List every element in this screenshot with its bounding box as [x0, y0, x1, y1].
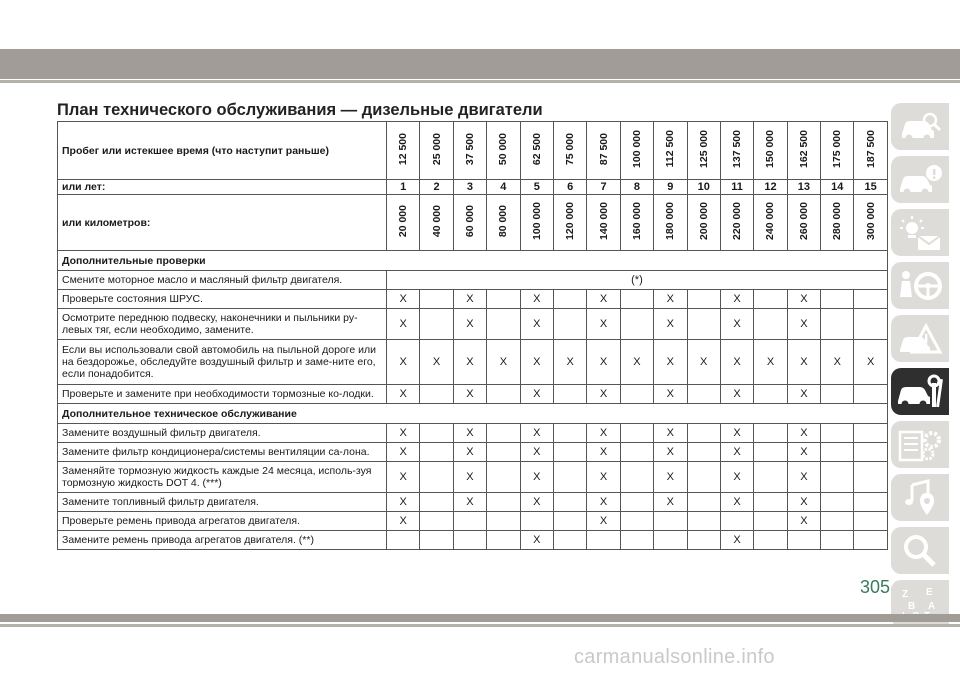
interval-mark: X [620, 340, 653, 385]
interval-mark: X [553, 340, 586, 385]
header-value: 37 500 [463, 132, 476, 166]
interval-mark [553, 512, 586, 531]
interval-mark [553, 385, 586, 404]
header-cell [687, 122, 720, 180]
row-label: или лет: [58, 180, 387, 195]
interval-mark [821, 512, 854, 531]
header-cell: 7 [587, 180, 620, 195]
header-cell: 12 [754, 180, 787, 195]
interval-mark [687, 424, 720, 443]
interval-mark [420, 443, 453, 462]
years-header-row [58, 180, 888, 195]
interval-mark [854, 512, 887, 531]
interval-mark: X [453, 385, 486, 404]
interval-mark [487, 290, 520, 309]
header-value: 60 000 [463, 204, 476, 238]
task-label: Замените воздушный фильтр двигателя. [58, 424, 387, 443]
header-cell [754, 122, 787, 180]
specs-gears-icon [896, 426, 944, 464]
interval-mark: X [787, 309, 820, 340]
svg-text:A: A [928, 600, 936, 612]
header-value: 87 500 [597, 132, 610, 166]
header-cell: 3 [453, 180, 486, 195]
interval-mark [420, 290, 453, 309]
sidebar-tab-specifications[interactable] [891, 421, 949, 468]
interval-mark [420, 309, 453, 340]
interval-mark [553, 531, 586, 550]
interval-mark: X [587, 512, 620, 531]
header-value: 120 000 [564, 202, 577, 240]
header-value: 80 000 [497, 204, 510, 238]
interval-mark: X [453, 290, 486, 309]
header-cell [420, 195, 453, 251]
interval-mark: X [754, 340, 787, 385]
interval-mark [754, 493, 787, 512]
header-cell [720, 122, 753, 180]
header-cell [687, 195, 720, 251]
section-header-row [58, 251, 888, 271]
interval-mark: X [520, 340, 553, 385]
header-value: 160 000 [630, 202, 643, 240]
interval-mark [821, 309, 854, 340]
header-value: 200 000 [697, 202, 710, 240]
interval-mark: X [587, 443, 620, 462]
interval-mark [754, 531, 787, 550]
header-cell: 5 [520, 180, 553, 195]
header-cell [453, 122, 486, 180]
header-value: 180 000 [664, 202, 677, 240]
interval-mark [620, 512, 653, 531]
table-row [58, 309, 888, 340]
interval-mark [787, 531, 820, 550]
interval-mark: X [787, 340, 820, 385]
interval-mark [620, 443, 653, 462]
header-cell: 11 [720, 180, 753, 195]
interval-mark: X [787, 443, 820, 462]
header-value: 40 000 [430, 204, 443, 238]
mileage-header-row [58, 122, 888, 180]
interval-mark [520, 512, 553, 531]
interval-mark: X [520, 531, 553, 550]
km-header-row [58, 195, 888, 251]
table-row [58, 493, 888, 512]
interval-mark [720, 512, 753, 531]
page-title: План технического обслуживания — дизельные двигатели [57, 101, 543, 119]
top-decor-line [0, 80, 960, 83]
bottom-decor-band [0, 614, 960, 622]
table-row [58, 531, 888, 550]
interval-mark: X [387, 309, 420, 340]
sidebar-tab-search[interactable] [891, 527, 949, 574]
header-cell [553, 122, 586, 180]
header-cell: 6 [553, 180, 586, 195]
interval-mark: X [520, 424, 553, 443]
interval-mark [420, 385, 453, 404]
interval-mark [487, 512, 520, 531]
table-row [58, 271, 888, 290]
interval-mark [620, 531, 653, 550]
interval-mark: X [587, 340, 620, 385]
interval-mark: X [654, 462, 687, 493]
interval-mark [687, 512, 720, 531]
interval-mark: X [720, 309, 753, 340]
interval-mark: X [587, 385, 620, 404]
interval-mark [754, 309, 787, 340]
interval-mark: X [520, 290, 553, 309]
header-cell [620, 122, 653, 180]
interval-mark [821, 443, 854, 462]
maintenance-table [57, 121, 888, 550]
header-cell: 15 [854, 180, 887, 195]
interval-mark [553, 462, 586, 493]
interval-mark: X [654, 493, 687, 512]
sidebar-tab-multimedia[interactable] [891, 474, 949, 521]
header-cell [654, 195, 687, 251]
interval-mark [687, 462, 720, 493]
interval-mark [553, 309, 586, 340]
interval-mark: X [587, 493, 620, 512]
header-cell: 9 [654, 180, 687, 195]
interval-mark: X [520, 309, 553, 340]
interval-mark [387, 531, 420, 550]
interval-mark: X [720, 462, 753, 493]
header-value: 137 500 [731, 130, 744, 168]
interval-mark [487, 493, 520, 512]
interval-mark [420, 424, 453, 443]
interval-mark: X [787, 493, 820, 512]
header-value: 125 000 [697, 130, 710, 168]
interval-mark: X [453, 340, 486, 385]
header-value: 175 000 [831, 130, 844, 168]
top-decor-band [0, 49, 960, 79]
interval-mark [754, 290, 787, 309]
interval-mark [821, 424, 854, 443]
task-label: Замените топливный фильтр двигателя. [58, 493, 387, 512]
table-row [58, 385, 888, 404]
header-cell [387, 122, 420, 180]
row-label: или километров: [58, 195, 387, 251]
sidebar-tab-safety[interactable] [891, 262, 949, 309]
header-value: 140 000 [597, 202, 610, 240]
header-cell [854, 195, 887, 251]
header-value: 240 000 [764, 202, 777, 240]
interval-mark [754, 443, 787, 462]
interval-mark [821, 493, 854, 512]
task-label: Проверьте ремень привода агрегатов двигателя. [58, 512, 387, 531]
header-value: 75 000 [564, 132, 577, 166]
car-info-icon [896, 161, 944, 199]
interval-mark: X [787, 462, 820, 493]
header-cell: 1 [387, 180, 420, 195]
interval-note: (*) [387, 271, 888, 290]
interval-mark [620, 290, 653, 309]
interval-mark [420, 493, 453, 512]
header-value: 150 000 [764, 130, 777, 168]
header-cell [754, 195, 787, 251]
header-cell [787, 122, 820, 180]
header-value: 50 000 [497, 132, 510, 166]
interval-mark: X [520, 385, 553, 404]
car-wrench-icon [896, 373, 944, 411]
header-cell: 13 [787, 180, 820, 195]
interval-mark [587, 531, 620, 550]
interval-mark [687, 385, 720, 404]
header-cell [587, 195, 620, 251]
interval-mark: X [387, 512, 420, 531]
header-value: 100 000 [630, 130, 643, 168]
svg-text:E: E [926, 586, 933, 598]
interval-mark: X [787, 385, 820, 404]
sidebar-tab-car-check[interactable] [891, 103, 949, 150]
interval-mark [687, 309, 720, 340]
table-row [58, 290, 888, 309]
section-header-row [58, 404, 888, 424]
interval-mark: X [387, 443, 420, 462]
interval-mark: X [453, 493, 486, 512]
interval-mark: X [720, 340, 753, 385]
header-cell [520, 195, 553, 251]
interval-mark [553, 424, 586, 443]
interval-mark [687, 493, 720, 512]
header-cell: 10 [687, 180, 720, 195]
header-value: 280 000 [831, 202, 844, 240]
table-row [58, 424, 888, 443]
interval-mark [620, 309, 653, 340]
header-cell [453, 195, 486, 251]
task-label: Заменяйте тормозную жидкость каждые 24 месяца, исполь-зуя тормозную жидкость DOT 4. (***) [58, 462, 387, 493]
header-cell: 14 [821, 180, 854, 195]
interval-mark [553, 443, 586, 462]
interval-mark: X [654, 443, 687, 462]
header-value: 162 500 [797, 130, 810, 168]
music-location-icon [896, 479, 944, 517]
interval-mark [854, 385, 887, 404]
interval-mark [854, 290, 887, 309]
chapter-sidebar [891, 103, 951, 633]
sidebar-tab-maintenance[interactable] [891, 368, 949, 415]
interval-mark [754, 424, 787, 443]
interval-mark: X [720, 531, 753, 550]
header-value: 112 500 [664, 130, 677, 168]
interval-mark: X [654, 309, 687, 340]
header-value: 220 000 [731, 202, 744, 240]
interval-mark: X [453, 424, 486, 443]
header-cell [854, 122, 887, 180]
interval-mark [553, 493, 586, 512]
interval-mark: X [654, 290, 687, 309]
header-cell [787, 195, 820, 251]
task-label: Замените фильтр кондиционера/системы вентиляции са-лона. [58, 443, 387, 462]
interval-mark: X [453, 443, 486, 462]
interval-mark [754, 462, 787, 493]
interval-mark: X [387, 385, 420, 404]
interval-mark [420, 462, 453, 493]
header-cell [821, 195, 854, 251]
header-cell [720, 195, 753, 251]
task-label: Замените ремень привода агрегатов двигателя. (**) [58, 531, 387, 550]
interval-mark [453, 531, 486, 550]
interval-mark [453, 512, 486, 531]
interval-mark: X [520, 462, 553, 493]
sidebar-tab-indicators[interactable] [891, 209, 949, 256]
header-value: 20 000 [397, 204, 410, 238]
table-row [58, 443, 888, 462]
interval-mark: X [720, 493, 753, 512]
interval-mark: X [453, 462, 486, 493]
interval-mark: X [587, 309, 620, 340]
car-warning-triangle-icon [896, 320, 944, 358]
interval-mark [620, 462, 653, 493]
header-value: 25 000 [430, 132, 443, 166]
interval-mark [654, 512, 687, 531]
table-row [58, 340, 888, 385]
interval-mark: X [654, 385, 687, 404]
interval-mark [620, 424, 653, 443]
svg-text:B: B [908, 600, 916, 612]
header-value: 187 500 [864, 130, 877, 168]
interval-mark: X [654, 340, 687, 385]
interval-mark: X [787, 512, 820, 531]
warning-light-mail-icon [896, 214, 944, 252]
interval-mark [854, 462, 887, 493]
interval-mark [420, 531, 453, 550]
header-cell: 2 [420, 180, 453, 195]
interval-mark [687, 290, 720, 309]
interval-mark [487, 443, 520, 462]
car-magnifier-icon [896, 108, 944, 146]
interval-mark: X [654, 424, 687, 443]
header-cell [553, 195, 586, 251]
interval-mark: X [387, 290, 420, 309]
interval-mark [821, 385, 854, 404]
header-value: 300 000 [864, 202, 877, 240]
interval-mark [821, 290, 854, 309]
search-icon [896, 532, 944, 570]
interval-mark: X [487, 340, 520, 385]
interval-mark [687, 443, 720, 462]
interval-mark: X [854, 340, 887, 385]
interval-mark [487, 309, 520, 340]
task-label: Осмотрите переднюю подвеску, наконечники и пыльники ру-левых тяг, если необходимо, замените. [58, 309, 387, 340]
interval-mark: X [387, 462, 420, 493]
sidebar-tab-car-info[interactable] [891, 156, 949, 203]
header-cell [387, 195, 420, 251]
interval-mark: X [387, 493, 420, 512]
task-label: Проверьте состояния ШРУС. [58, 290, 387, 309]
interval-mark: X [453, 309, 486, 340]
interval-mark: X [720, 290, 753, 309]
interval-mark [854, 424, 887, 443]
header-cell [620, 195, 653, 251]
interval-mark [487, 531, 520, 550]
header-cell [420, 122, 453, 180]
interval-mark [487, 462, 520, 493]
row-label: Пробег или истекшее время (что наступит раньше) [58, 122, 387, 180]
interval-mark: X [821, 340, 854, 385]
interval-mark [754, 385, 787, 404]
section-title: Дополнительное техническое обслуживание [58, 404, 888, 424]
interval-mark: X [520, 443, 553, 462]
header-cell [654, 122, 687, 180]
header-cell [587, 122, 620, 180]
interval-mark [821, 462, 854, 493]
header-value: 62 500 [530, 132, 543, 166]
page-number: 305 [860, 577, 891, 597]
task-label: Смените моторное масло и масляный фильтр двигателя. [58, 271, 387, 290]
sidebar-tab-emergency[interactable] [891, 315, 949, 362]
interval-mark: X [787, 290, 820, 309]
header-cell [520, 122, 553, 180]
airbag-steering-icon [896, 267, 944, 305]
header-value: 260 000 [797, 202, 810, 240]
header-cell: 8 [620, 180, 653, 195]
interval-mark [487, 385, 520, 404]
interval-mark: X [720, 385, 753, 404]
interval-mark: X [687, 340, 720, 385]
interval-mark: X [587, 462, 620, 493]
interval-mark [854, 443, 887, 462]
interval-mark [854, 309, 887, 340]
header-value: 12 500 [397, 132, 410, 166]
table-row [58, 512, 888, 531]
interval-mark [821, 531, 854, 550]
interval-mark: X [720, 443, 753, 462]
interval-mark [854, 531, 887, 550]
interval-mark: X [420, 340, 453, 385]
interval-mark [420, 512, 453, 531]
table-row [58, 462, 888, 493]
interval-mark [687, 531, 720, 550]
interval-mark [553, 290, 586, 309]
interval-mark [754, 512, 787, 531]
header-cell [487, 195, 520, 251]
header-cell: 4 [487, 180, 520, 195]
interval-mark [854, 493, 887, 512]
header-cell [487, 122, 520, 180]
interval-mark: X [520, 493, 553, 512]
interval-mark: X [587, 424, 620, 443]
interval-mark: X [720, 424, 753, 443]
header-value: 100 000 [530, 202, 543, 240]
interval-mark: X [587, 290, 620, 309]
interval-mark: X [787, 424, 820, 443]
interval-mark [654, 531, 687, 550]
bottom-decor-line [0, 624, 960, 627]
task-label: Если вы использовали свой автомобиль на пыльной дороге или на бездорожье, обследуйте воздушный фильтр и заме-ните его, если понадобится. [58, 340, 387, 385]
interval-mark: X [387, 340, 420, 385]
watermark: carmanualsonline.info [574, 646, 775, 668]
interval-mark [487, 424, 520, 443]
interval-mark: X [387, 424, 420, 443]
interval-mark [620, 385, 653, 404]
interval-mark [620, 493, 653, 512]
task-label: Проверьте и замените при необходимости тормозные ко-лодки. [58, 385, 387, 404]
section-title: Дополнительные проверки [58, 251, 888, 271]
svg-text:Z: Z [902, 588, 909, 600]
header-cell [821, 122, 854, 180]
